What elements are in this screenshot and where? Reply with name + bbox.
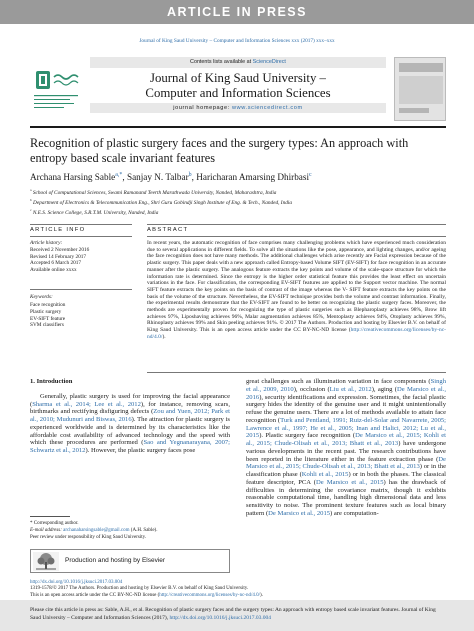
received-date: Received 2 November 2016 [30, 246, 90, 253]
author-list: Archana Harsing Sable$^{a,*}$, Sanjay N. Talbar$^b$, Haricharan Amarsing Dhirbasi$^c$ [30, 172, 312, 183]
citation-link[interactable]: Singh et al., 2009, 2010 [246, 378, 446, 393]
intro-left-column [30, 378, 230, 455]
header-rule [30, 126, 446, 128]
contents-lists-bar [90, 57, 386, 68]
keywords-label: Keywords: [30, 294, 53, 300]
corresponding-author-note: * Corresponding author. [30, 521, 79, 526]
keyword: Plastic surgery [30, 308, 62, 315]
homepage-prefix: journal homepage: [173, 105, 232, 111]
paragraph-text: ). The attraction for plastic surgery is experienced worldwide and is determined by its characteristics like the affordable cost availability of advanced technology and the speed with which these procedures are performed ( [30, 416, 230, 447]
keyword: SVM classifiers [30, 322, 64, 329]
email-note: E-mail address: archanaharsingsable@gmail.com (A.H. Sable). [30, 528, 158, 533]
abstract-text: In recent years, the automatic recognition of face comprises many challenging problems which have experienced much consideration due to several applications in different fields. To solve all the situations like the pose, appearance, and lighting changes, and/or ageing the face recognition does not have many methods. The additional challenges which arise recently are Facial expression because of the plastic surgery. This paper deals with a new approach called Entropy-based Volume SIFT (EV-SIFT) for face recognition in an accurate manner after the plastic surgery. The analogous feature extracts the key points and volume of the scale-space structure for which the information rate is determined. Since the entropy is the higher order statistical feature this provides the least effect on uncertain variations in the face. For classification, the corresponding EV-SIFT features are applied to the Support vector machine. The normal SIFT feature extracts the key points on the basis of contrast of the image whereas the V- SIFT feature extracts the key points on the basis of the volume of the structure. Nevertheless, the EV-SIFT technique provides both the volume and contrast information. Finally, the experimental results demonstrate that the EV-SIFT are found to be better on recognizing the plastic surgery faces. Moreover, the methods are experimentally proven for recognizing the type of plastic surgeries such as Blepharoplasty achieves 98%, Brow lift achieves 97%, Liposhaving achieves 96%, Malar augmentation achieves 85%, Mentoplasty achieves 94%, Otoplasty achieves 99%, Rhinoplasty achieves 99% and Skin peeling achieves 91%. [147, 240, 446, 327]
paragraph-text: ), aging ( [371, 385, 397, 393]
paragraph-text: ). Plastic surgery face recognition ( [259, 432, 356, 440]
issn-line: 1319-1578/© 2017 The Authors. Production and hosting by Elsevier B.V. on behalf of King Saud University. [30, 586, 249, 592]
footnote-rule [30, 516, 70, 517]
author-name[interactable]: Sanjay N. Talbar [126, 172, 189, 183]
journal-citation-line[interactable]: Journal of King Saud University – Computer and Information Sciences xxx (2017) xxx–xxx [139, 38, 335, 44]
author-affil-sup[interactable]: b [188, 172, 192, 178]
peer-review-note: Peer review under responsibility of King Saud University. [30, 535, 147, 540]
article-in-press-banner: ARTICLE IN PRESS [0, 0, 474, 24]
journal-cover-thumbnail [394, 57, 446, 121]
author-affil-sup[interactable]: c [309, 172, 312, 178]
footnotes [30, 520, 240, 541]
history-label: Article history: [30, 240, 63, 246]
paragraph-text: ) are computation- [330, 509, 379, 517]
abstract-rule-top [147, 224, 446, 225]
abstract-rule-bottom [147, 372, 446, 373]
license-link-bottom[interactable]: http://creativecommons.org/licenses/by-nc-nd/4.0/ [159, 592, 260, 598]
abstract-heading: ABSTRACT [147, 227, 189, 233]
paragraph-text: great challenges such as illumination variation in face components ( [246, 378, 431, 385]
paragraph-text: ) have undergone various developments in the recent past. The research contributions have been reported in the literature either in the feature extraction phase ( [246, 440, 446, 463]
citation-link[interactable]: Liu et al., 2012 [329, 385, 372, 393]
paragraph-text: ), occlusion ( [293, 385, 330, 393]
citation-link[interactable]: De Marsico et al., 2015; Chude-Olisah et al., 2013; Bhatt et al., 2013 [246, 455, 446, 471]
revised-date: Revised 14 February 2017 [30, 253, 87, 260]
paragraph-text: ) has the drawback of difficulties in determining the covariance matrix, though it exhibits reasonable computational time, handling high dimensional data and less sensitivity to noise. The prominent texture features such as local binary pattern ( [246, 478, 447, 517]
accepted-date: Accepted 6 March 2017 [30, 260, 82, 267]
affiliation: $^a$ School of Computational Sciences, Swami Ramanand Teerth Marathwada University, Nanded, Maharashtra, India [30, 188, 277, 196]
citation-link[interactable]: De Marsico et al., 2015; Kohli et al., 2015; Chude-Olisah et al., 2013; Bhatt et al., 2013 [246, 432, 446, 447]
journal-title [90, 71, 386, 100]
keyword: EV-SIFT feature [30, 315, 66, 322]
sciencedirect-link[interactable]: ScienceDirect [252, 59, 286, 65]
citation-link[interactable]: De Marsico et al., 2016 [246, 385, 446, 401]
paragraph-text: ). However, the plastic surgery faces pose [85, 447, 196, 454]
paragraph-text: Generally, plastic surgery is used for improving the facial appearance ( [30, 392, 230, 408]
article-info-rule-top [30, 224, 132, 225]
keywords-rule [30, 289, 132, 290]
paragraph-text: ) or in both the phases. The classical feature descriptor, PCA ( [246, 471, 446, 486]
citation-link[interactable]: Sao and Yegnanarayana, 2007; Schwartz et al., 2012 [30, 439, 230, 454]
doi-link[interactable]: http://dx.doi.org/10.1016/j.jksuci.2017.03.004 [30, 580, 123, 585]
cite-this-article-box [0, 600, 474, 631]
article-history [30, 240, 132, 274]
license-link[interactable]: http://creativecommons.org/licenses/by-nc-nd/4.0/ [147, 327, 446, 340]
intro-right-column [246, 378, 446, 518]
article-info-heading: ARTICLE INFO [30, 227, 86, 233]
citation-link[interactable]: Sharma et al., 2014; Lee et al., 2012 [32, 400, 141, 408]
affiliation: $^c$ N.E.S. Science College, S.R.T.M. University, Nanded, India [30, 208, 159, 216]
affiliations [30, 187, 446, 217]
paragraph-text: ), for instance, removing scars, birthmarks and rectifying disfiguring defects ( [30, 400, 230, 416]
article-title: Recognition of plastic surgery faces and the surgery types: An approach with entropy based scale invariant features [30, 136, 409, 165]
cite-doi-link[interactable]: http://dx.doi.org/10.1016/j.jksuci.2017.03.004 [169, 615, 271, 621]
intro-paragraph [30, 393, 230, 455]
contents-prefix: Contents lists available at [190, 59, 253, 65]
doi-and-license [30, 580, 446, 599]
article-info-rule [30, 236, 132, 237]
cite-text: Please cite this article in press as: Sable, A.H., et al. Recognition of plastic surgery faces and the surgery types: An approach with entropy based scale invariant features. Journal of King Saud University – Computer and Information Sciences (2017), [30, 607, 436, 621]
elsevier-tree-icon [33, 552, 59, 571]
journal-title-line1: Journal of King Saud University – [150, 71, 326, 85]
section-heading: 1. Introduction [30, 378, 73, 385]
abstract-rule [147, 236, 446, 237]
citation-link[interactable]: De Marsico et al., 2015 [315, 478, 384, 486]
ksu-logo [30, 67, 82, 115]
citation-link[interactable]: Turk and Pentland, 1991; Ruiz-del-Solar and Navarrete, 2005; Lawrence et al., 1997; He et al., 2005; Inan and Halici, 2012; Lu et al., 2015 [246, 416, 446, 440]
citation-link[interactable]: Kohli et al., 2015 [301, 471, 349, 478]
keywords-list [30, 302, 132, 329]
citation-link[interactable]: Zou and Yuen, 2012; Park et al., 2010; Mudunuri and Biswas, 2016 [30, 408, 230, 423]
journal-homepage-bar [90, 103, 386, 113]
ksu-logo-icon [30, 67, 82, 115]
email-link[interactable]: archanaharsingsable@gmail.com [63, 528, 130, 533]
intro-paragraph-cont [246, 378, 446, 518]
elsevier-production-label: Production and hosting by Elsevier [65, 557, 166, 564]
affiliation: $^b$ Department of Electronics & Telecommunication Eng., Shri Guru Gobindji Singh Institute of Eng. & Tech., Nanded, India [30, 198, 292, 206]
online-date: Available online xxxx [30, 267, 77, 274]
abstract-body: In recent years, the automatic recognition of face comprises many challenging problems which have experienced much consideration due to several applications in different fields. To solve all the situations like the pose, appearance, and lighting changes, and/or ageing the face recognition does not have many methods. The additional challenges which arise recently are Facial expression because of the plastic surgery. This paper deals with a new approach called Entropy-based Volume SIFT (EV-SIFT) for face recognition in an accurate manner after the plastic surgery. The analogous feature extracts the key points and volume of the scale-space structure for which the information rate is determined. Since the entropy is the higher order statistical feature this provides the least effect on uncertain variations in the face. For classification, the corresponding EV-SIFT features are applied to the Support vector machine. The normal SIFT feature extracts the key points on the basis of contrast of the image whereas the V- SIFT feature extracts the key points on the basis of the volume of the structure. Nevertheless, the EV-SIFT technique provides both the volume and contrast information. Finally, the experimental results demonstrate that the EV-SIFT are found to be better on recognizing the plastic surgery faces. Moreover, the methods are experimentally proven for recognizing the type of plastic surgeries such as Blepharoplasty achieves 98%, Brow lift achieves 97%, Liposhaving achieves 96%, Malar augmentation achieves 85%, Mentoplasty achieves 94%, Otoplasty achieves 99%, Rhinoplasty achieves 99% and Skin peeling achieves 91%. © 2017 The Authors. Production and hosting by Elsevier B.V. on behalf of King Saud University. This is an open access article under the CC BY-NC-ND license (http://creativecommons.org/licenses/by-nc-nd/4.0/). [147, 240, 446, 340]
abstract-copyright: © 2017 The Authors. Production and hosting by Elsevier B.V. on behalf of King Saud University. This is an open access article under the CC BY-NC-ND license ( [147, 320, 446, 334]
author-name[interactable]: Archana Harsing Sable [30, 172, 116, 183]
author-affil-sup[interactable]: a,* [115, 172, 123, 178]
citation-link[interactable]: De Marsico et al., 2015 [268, 509, 331, 517]
homepage-link[interactable]: www.sciencedirect.com [231, 105, 303, 111]
paragraph-text: ), security identifications and expression. Sometimes, the facial plastic surgery hides the identity of the genuine user and it might unintentionally refuse the genuine users. There are a lot of methods available to attain face recognition ( [246, 393, 446, 424]
elsevier-production-box [30, 549, 230, 573]
journal-title-line2: Computer and Information Sciences [145, 85, 331, 100]
author-name[interactable]: Haricharan Amarsing Dhirbasi [196, 172, 310, 183]
journal-header [30, 57, 446, 123]
paragraph-text: ) or in the classification phase ( [246, 463, 446, 478]
keyword: Face recognition [30, 302, 66, 308]
license-line: This is an open access article under the CC BY-NC-ND license (http://creativecommons.org/licenses/by-nc-nd/4.0/). [30, 592, 263, 598]
